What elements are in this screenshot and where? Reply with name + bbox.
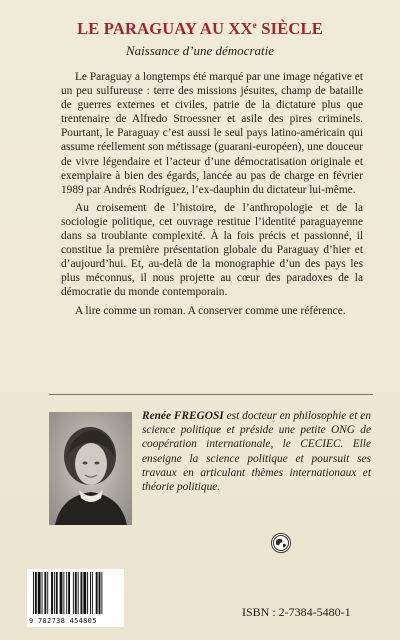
book-subtitle: Naissance d’une démocratie — [125, 43, 275, 58]
barcode — [27, 569, 124, 627]
author-name: Renée FREGOSI — [142, 410, 224, 422]
blurb — [61, 70, 363, 322]
author-photo — [49, 412, 132, 525]
blurb-paragraph-3: A lire comme un roman. A conserver comme une référence. — [75, 304, 346, 317]
barcode-digits: 9 782738 454805 — [29, 617, 97, 625]
author-portrait-illustration — [49, 412, 132, 525]
section-divider — [49, 394, 373, 395]
barcode-bars — [27, 569, 124, 615]
blurb-paragraph-2: Au croisement de l’histoire, de l’anthropologie et de la sociologie politique, cet ouvrage restitue l’identité paraguayenne dans sa troublante complexité. À la fois précis et passionné, il constitue la première présentation globale du Paraguay d’hier et d’aujourd’hui. Et, au-delà de la monographie d’un des pays les plus méconnus, il nous projette au cœur des paradoxes de la démocratie du monde contemporain. — [61, 201, 363, 299]
author-bio-text: est docteur en philosophie et en science politique et préside une petite ONG de coopération internationale, le CECIEC. Elle enseigne la science politique et poursuit ses travaux en articulant thèmes internationaux et théorie politique. — [142, 410, 371, 494]
book-title: LE PARAGUAY AU XXe SIÈCLE — [77, 19, 323, 38]
author-bio — [142, 409, 371, 494]
isbn-number: ISBN : 2-7384-5480-1 — [242, 605, 351, 619]
globe-logo-icon — [271, 533, 291, 553]
blurb-paragraph-1: Le Paraguay a longtemps été marqué par une image négative et un peu sulfureuse : terre des missions jésuites, champ de bataille de guerres externes et civiles, patrie de la dictature plus que trentenaire de Alfredo Stroessner et asile des pires criminels. Pourtant, le Paraguay c’est aussi le seul pays latino-américain qui assume réellement son métissage (guarani-européen), une douceur de vivre légendaire et l’acteur d’une démocratisation originale et exemplaire à bien des égards, lancée au pas de charge en février 1989 par Andrés Rodríguez, l’ex-dauphin du dictateur lui-même. — [61, 71, 363, 196]
